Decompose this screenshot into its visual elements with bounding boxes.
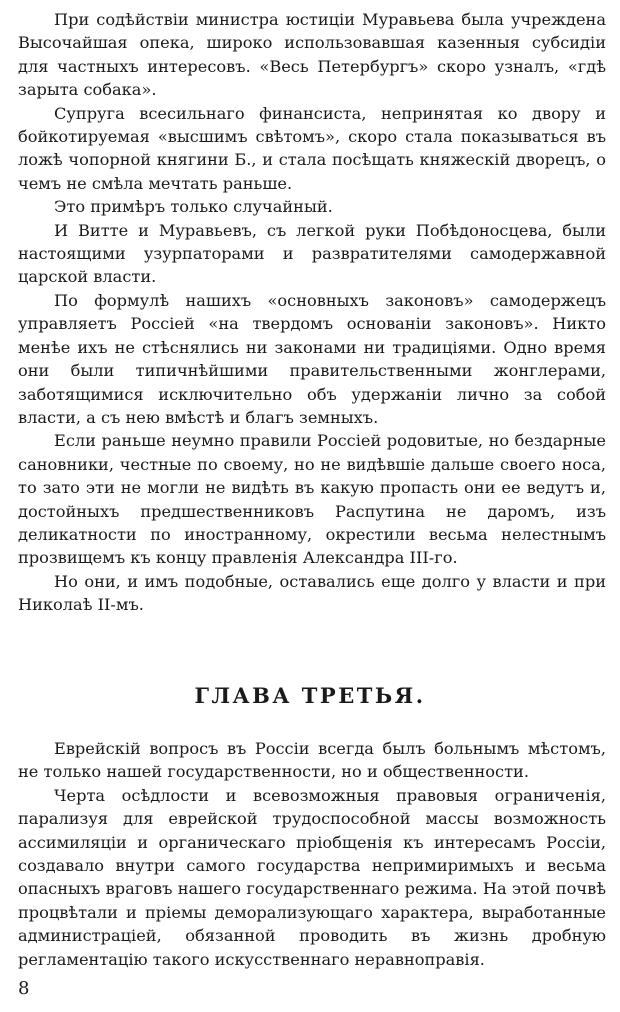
paragraph-primer: Это примѣръ только случайный. [54, 197, 333, 217]
paragraph-formula: По формулѣ нашихъ «основныхъ законовъ» самодержецъ управляетъ Россіей «на твердомъ основаніи законовъ». Никто менѣе ихъ не стѣснялись ни законами ни традиціями. Одно время они были типичнѣйшими правительственными жонглерами, заботящимися исключительно объ удержаніи лично за собой власти, а съ нею вмѣстѣ и благъ земныхъ. [18, 290, 606, 427]
upper-text-block [18, 8, 606, 617]
paragraph-supruga: Супруга всесильнаго финансиста, непринятая ко двору и бойкотируемая «высшимъ свѣтомъ», скоро стала показываться въ ложѣ чопорной княгини Б., и стала посѣщать княжескій дворецъ, о чемъ не смѣла мечтать раньше. [18, 103, 606, 193]
paragraph-vitte: И Витте и Муравьевъ, съ легкой руки Побѣдоносцева, были настоящими узурпаторами и развратителями самодержавной царской власти. [18, 220, 606, 287]
paragraph-sanovniki: Если раньше неумно правили Россіей родовитые, но бездарные сановники, честные по своему, но не видѣвшіе дальше своего носа, то зато эти не могли не видѣть въ какую пропасть они ее ведутъ и, достойныхъ предшественниковъ Распутина не даромъ, изъ деликатности по иностранному, окрестили весьма нелестнымъ прозвищемъ къ концу правленія Александра III-го. [18, 431, 606, 568]
paragraph-evreiskii-vopros: Еврейскій вопросъ въ Россіи всегда былъ больнымъ мѣстомъ, не только нашей государственности, но и общественности. [18, 739, 606, 782]
paragraph-nikolai: Но они, и имъ подобные, оставались еще долго у власти и при Николаѣ II-мъ. [18, 571, 606, 615]
chapter-title: ГЛАВА ТРЕТЬЯ. [194, 683, 426, 708]
lower-text-block [18, 737, 606, 971]
paragraph-cherta-osedlosti: Черта осѣдлости и всевозможныя правовыя ограниченія, парализуя для еврейской трудоспособной массы возможность ассимиляціи и органическаго пріобщенія къ интересамъ Россіи, создавало внутри самого государства непримиримыхъ и весьма опасныхъ враговъ нашего государственнаго режима. На этой почвѣ процвѣтали и пріемы деморализующаго характера, выработанные администраціей, обязанной проводить въ жизнь дробную регламентацію такого искусственнаго неравноправія. [18, 785, 606, 969]
paragraph-opeka: При содѣйствіи министра юстиціи Муравьева была учреждена Высочайшая опека, широко использовавшая казенныя субсидіи для частныхъ интересовъ. «Весь Петербургъ» скоро узналъ, «гдѣ зарыта собака». [18, 10, 606, 100]
page-number: 8 [18, 978, 30, 999]
